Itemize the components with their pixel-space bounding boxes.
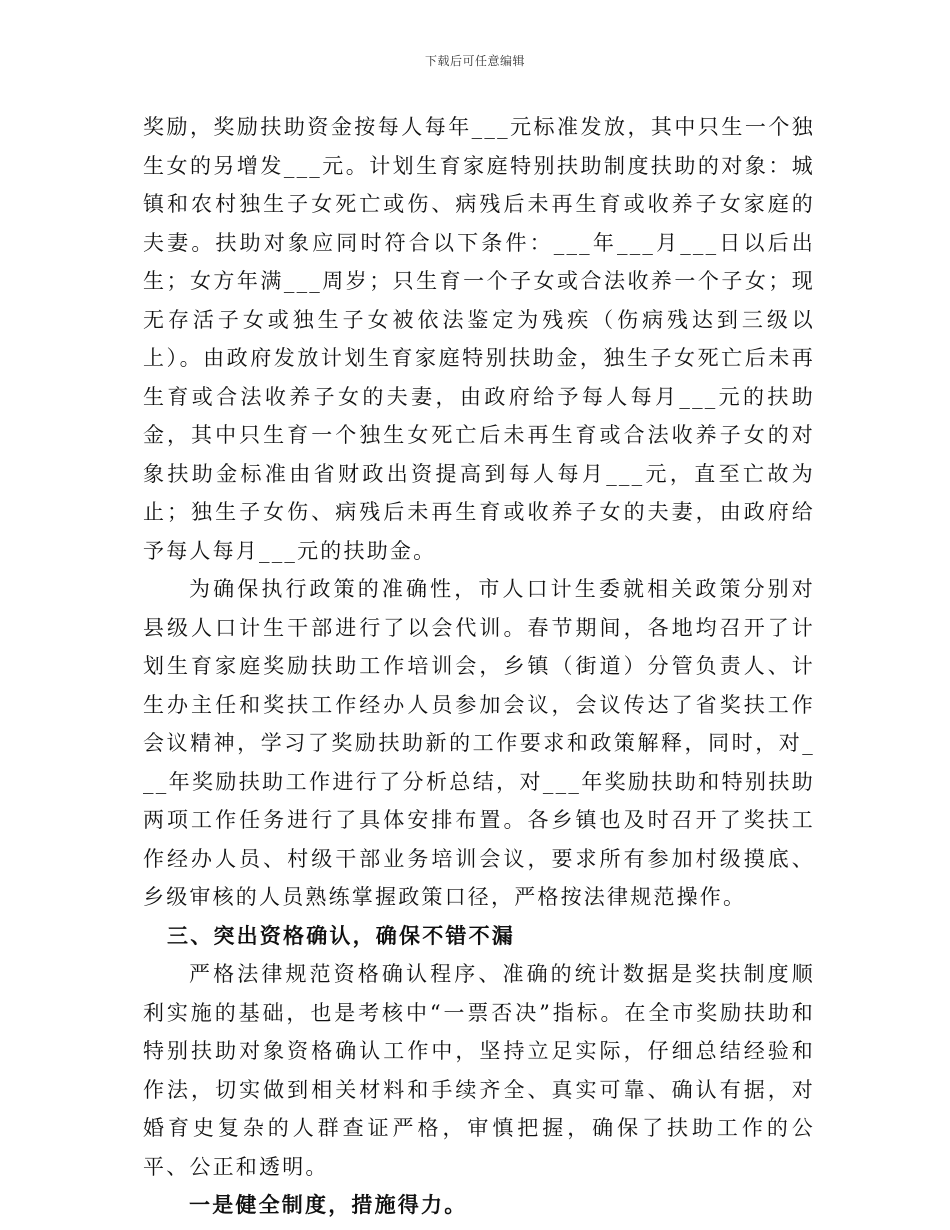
paragraph-qualification: 严格法律规范资格确认程序、准确的统计数据是奖扶制度顺利实施的基础，也是考核中“一票否决”指标。在全市奖励扶助和特别扶助对象资格确认工作中，坚持立足实际，仔细总结经验和作法，切实做到相关材料和手续齐全、真实可靠、确认有据，对婚育史复杂的人群查证严格，审慎把握，确保了扶助工作的公平、公正和透明。 — [143, 962, 815, 1179]
subheading-1: 一是健全制度，措施得力。 — [189, 1192, 468, 1217]
paragraph-training: 为确保执行政策的准确性，市人口计生委就相关政策分别对县级人口计生干部进行了以会代训。春节期间，各地均召开了计划生育家庭奖励扶助工作培训会，乡镇（街道）分管负责人、计生办主任和奖扶工作经办人员参加会议，会议传达了省奖扶工作会议精神，学习了奖励扶助新的工作要求和政策解释，同时，对___年奖励扶助工作进行了分析总结，对___年奖励扶助和特别扶助两项工作任务进行了具体安排布置。各乡镇也及时召开了奖扶工作经办人员、村级干部业务培训会议，要求所有参加村级摸底、乡级审核的人员熟练掌握政策口径，严格按法律规范操作。 — [143, 577, 815, 909]
paragraph-policy-details: 奖励，奖励扶助资金按每人每年___元标准发放，其中只生一个独生女的另增发___元。计划生育家庭特别扶助制度扶助的对象：城镇和农村独生子女死亡或伤、病残后未再生育或收养子女家庭的夫妻。扶助对象应同时符合以下条件：___年___月___日以后出生；女方年满___周岁；只生育一个子女或合法收养一个子女；现无存活子女或独生子女被依法鉴定为残疾（伤病残达到三级以上）。由政府发放计划生育家庭特别扶助金，独生子女死亡后未再生育或合法收养子女的夫妻，由政府给予每人每月___元的扶助金，其中只生育一个独生女死亡后未再生育或合法收养子女的对象扶助金标准由省财政出资提高到每人每月___元，直至亡故为止；独生子女伤、病残后未再生育或收养子女的夫妻，由政府给予每人每月___元的扶助金。 — [143, 115, 815, 563]
section-heading-3: 三、突出资格确认，确保不错不漏 — [167, 922, 515, 948]
document-body — [143, 108, 815, 1225]
page-header-note: 下载后可任意编辑 — [424, 54, 525, 68]
